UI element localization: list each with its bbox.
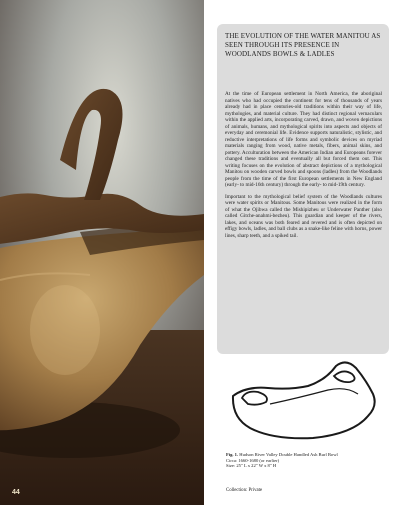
figure-collection: Collection: Private xyxy=(226,488,263,493)
article-panel xyxy=(217,24,389,354)
article-title: THE EVOLUTION OF THE WATER MANITOU AS SEEN THROUGH ITS PRESENCE IN WOODLANDS BOWLS & LADLES xyxy=(225,32,381,58)
page-number: 44 xyxy=(12,489,20,496)
figure-caption-line-3: Size: 25" L x 22" W x 8" H xyxy=(226,463,277,469)
figure-caption-line-2: Circa: 1660-1680 (or earlier) xyxy=(226,457,280,463)
bowl-line-drawing-icon xyxy=(228,358,378,443)
article-paragraph-2: Important to the mythological belief system of the Woodlands cultures were water spirits or Manitous. Some Manitous were realized in the form of what the Ojibwa called the Mishipizheu or Underwater Panther (also called Gitche-anahmi-bezheu). This guardian and keeper of the rivers, lakes, and oceans was both feared and revered and is often depicted on effigy bowls, ladles, and ball clubs as a snake-like feline with horns, power lines, sharp teeth, and a spiked tail. xyxy=(225,193,382,239)
figure-label: Fig. 1. xyxy=(226,452,239,457)
article-paragraph-1: At the time of European settlement in North America, the aboriginal natives who had occupied the continent for tens of thousands of years already had in place centuries-old traditions within their way of life, mythologies, and material culture. They had distinct regional vernaculars within the applied arts, incorporating carved, drawn, and woven depictions of animals, humans, and mythological spirits into aspects and objects of everyday and ceremonial life. Evidence supports naturalistic, stylistic, and reductive interpretations of life forms and symbolic devices on myriad materials ranging from wood, native metals, fibers, animal skins, and pottery. Acculturation between the American Indian and Europeans forever changed these traditions and eventually all but forced them out. This writing focuses on the evolution of abstract depictions of a mythological Manitou on wooden carved bowls and spoons (ladles) from the Woodlands people from the time of the first European settlements in New England (early- to mid-16th century) through the early- to mid-19th century. xyxy=(225,91,382,188)
figure-drawing xyxy=(228,358,378,443)
figure-caption-line-1: Hudson River Valley Double Handled Ash Burl Bowl xyxy=(239,452,338,457)
figure-caption xyxy=(226,452,388,469)
